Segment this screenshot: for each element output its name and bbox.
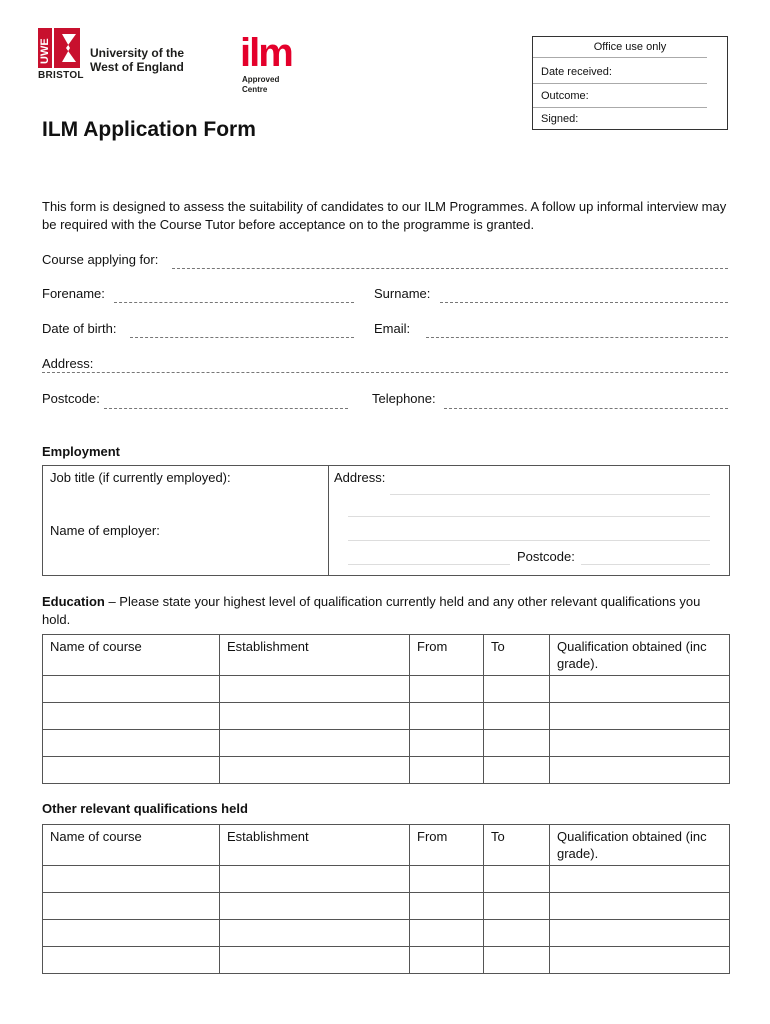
table-cell[interactable] [484,757,550,784]
table-cell[interactable] [43,893,220,920]
table-cell[interactable] [220,703,410,730]
col-name-of-course: Name of course [43,635,220,676]
table-header-row [43,635,730,676]
office-use-box [532,36,728,130]
uwe-name-line-1: University of the [90,46,185,60]
office-divider [533,107,707,108]
dob-field[interactable] [130,337,354,338]
table-cell[interactable] [484,866,550,893]
ilm-logo-mark [240,30,300,72]
table-cell[interactable] [484,730,550,757]
col-to: To [484,635,550,676]
employment-box [42,465,730,576]
col-from: From [410,635,484,676]
forename-label: Forename: [42,286,105,301]
course-field[interactable] [172,268,728,269]
table-cell[interactable] [550,947,730,974]
ilm-approved-text [242,75,279,95]
table-row [43,730,730,757]
table-cell[interactable] [43,676,220,703]
table-cell[interactable] [220,730,410,757]
uwe-logo [38,26,188,82]
ilm-approved-line-2: Centre [242,85,268,94]
table-cell[interactable] [410,703,484,730]
employment-heading: Employment [42,444,121,459]
telephone-field[interactable] [444,408,728,409]
office-divider [533,57,707,58]
table-cell[interactable] [484,676,550,703]
table-cell[interactable] [220,757,410,784]
table-row [43,920,730,947]
table-cell[interactable] [220,866,410,893]
ilm-logo [240,30,310,94]
table-row [43,866,730,893]
office-use-title: Office use only [593,41,667,53]
table-cell[interactable] [484,703,550,730]
table-cell[interactable] [550,893,730,920]
employment-address-line-3[interactable] [348,540,710,541]
employer-label: Name of employer: [50,523,160,538]
table-cell[interactable] [484,947,550,974]
table-cell[interactable] [550,730,730,757]
form-intro: This form is designed to assess the suitability of candidates to our ILM Programmes. A follow up informal interview may be required with the Course Tutor before acceptance on to the programme is granted. [42,199,727,232]
table-cell[interactable] [550,866,730,893]
svg-text:UWE: UWE [39,38,51,64]
surname-label: Surname: [374,286,431,301]
employment-address-line-2[interactable] [348,516,710,517]
employment-address-line-4[interactable] [348,564,510,565]
forename-field[interactable] [114,302,354,303]
table-cell[interactable] [43,920,220,947]
office-signed: Signed: [541,113,579,125]
office-outcome: Outcome: [541,90,589,102]
col-to: To [484,825,550,866]
col-name-of-course: Name of course [43,825,220,866]
table-cell[interactable] [550,703,730,730]
other-qualifications-heading: Other relevant qualifications held [42,801,248,816]
table-cell[interactable] [220,676,410,703]
uwe-name-line-2: West of England [90,60,184,74]
svg-text:ilm: ilm [240,31,292,72]
employment-postcode-label: Postcode: [517,549,575,564]
email-label: Email: [374,321,411,336]
uwe-logo-mark [38,28,82,68]
office-date-received: Date received: [541,66,612,78]
table-cell[interactable] [43,703,220,730]
table-cell[interactable] [550,920,730,947]
col-establishment: Establishment [220,635,410,676]
table-row [43,947,730,974]
table-cell[interactable] [220,920,410,947]
table-cell[interactable] [43,730,220,757]
table-row [43,893,730,920]
uwe-city: BRISTOL [38,70,84,81]
employment-divider [328,466,329,575]
education-text [42,593,732,629]
col-qualification: Qualification obtained (inc grade). [550,825,730,866]
table-cell[interactable] [410,893,484,920]
table-cell[interactable] [410,730,484,757]
education-table [42,634,730,784]
postcode-field[interactable] [104,408,348,409]
table-cell[interactable] [550,757,730,784]
job-title-label: Job title (if currently employed): [50,470,231,485]
email-field[interactable] [426,337,728,338]
office-divider [533,83,707,84]
col-from: From [410,825,484,866]
telephone-label: Telephone: [372,391,436,406]
table-cell[interactable] [220,893,410,920]
table-cell[interactable] [550,676,730,703]
col-establishment: Establishment [220,825,410,866]
employment-postcode-field[interactable] [581,564,710,565]
table-row [43,676,730,703]
table-cell[interactable] [220,947,410,974]
table-cell[interactable] [484,893,550,920]
employment-address-label: Address: [334,470,386,485]
table-cell[interactable] [484,920,550,947]
table-cell[interactable] [410,947,484,974]
table-cell[interactable] [410,920,484,947]
table-cell[interactable] [410,676,484,703]
table-cell[interactable] [43,757,220,784]
course-label: Course applying for: [42,252,159,267]
employment-address-line-1[interactable] [390,494,710,495]
col-qualification: Qualification obtained (inc grade). [550,635,730,676]
surname-field[interactable] [440,302,728,303]
ilm-approved-line-1: Approved [242,75,280,84]
education-description: – Please state your highest level of qualification currently held and any other relevant qualifications you hold. [42,594,701,627]
table-row [43,757,730,784]
table-header-row [43,825,730,866]
table-cell[interactable] [410,757,484,784]
address-field[interactable] [42,372,728,373]
education-heading: Education [42,594,105,609]
table-cell[interactable] [43,947,220,974]
other-qualifications-table [42,824,730,974]
address-label: Address: [42,356,94,371]
dob-label: Date of birth: [42,321,117,336]
form-title: ILM Application Form [42,118,256,141]
table-cell[interactable] [43,866,220,893]
postcode-label: Postcode: [42,391,100,406]
table-row [43,703,730,730]
table-cell[interactable] [410,866,484,893]
